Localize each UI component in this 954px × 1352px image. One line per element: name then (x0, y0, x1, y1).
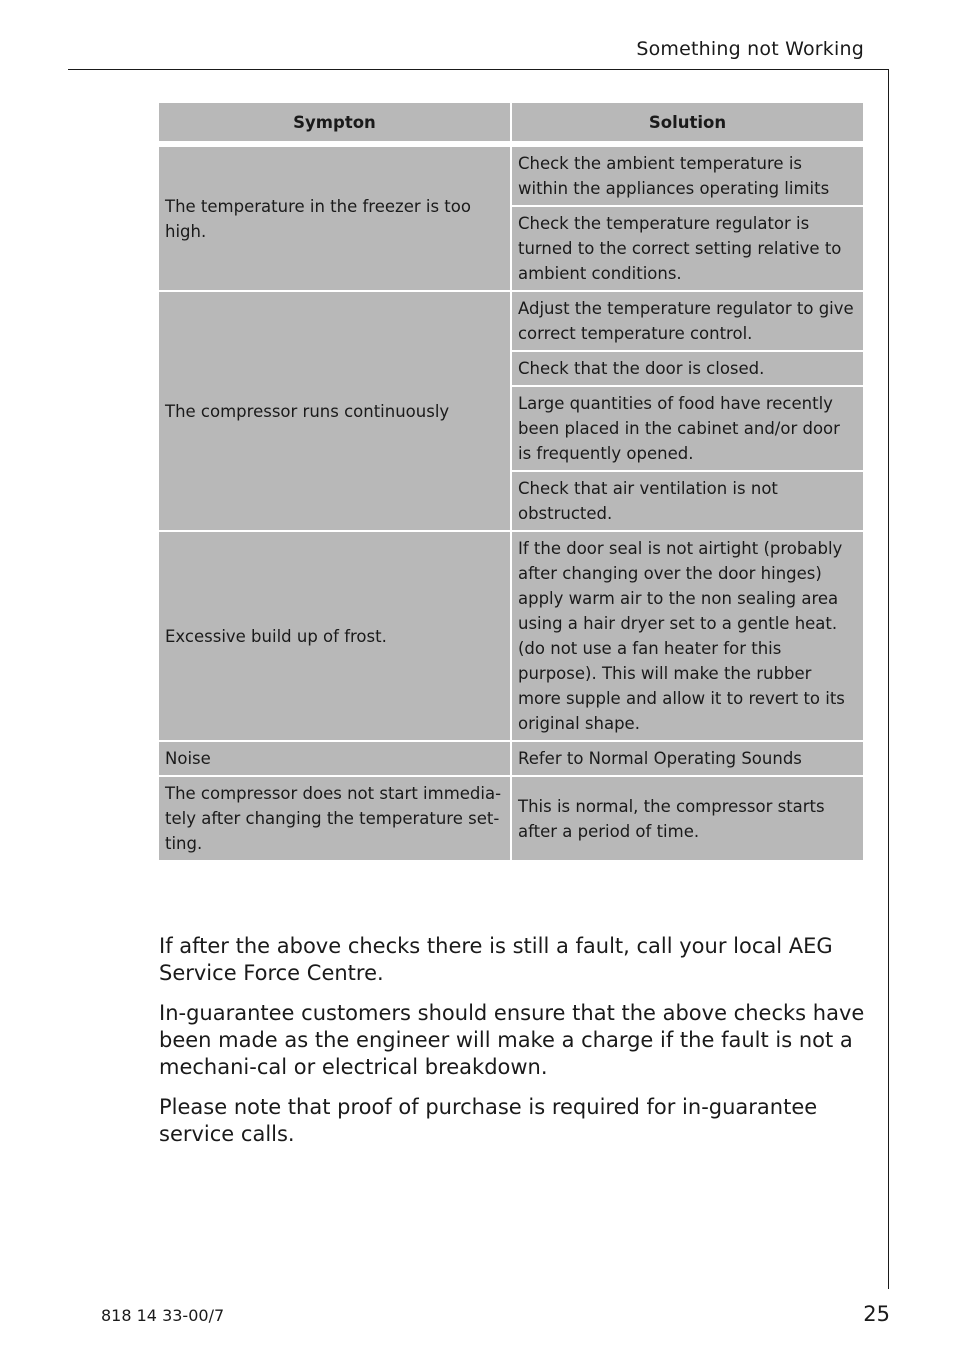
solution-cell: Large quantities of food have recently been placed in the cabinet and/or door is frequently opened. (512, 387, 863, 470)
table-row (159, 777, 863, 860)
table-row (159, 292, 863, 350)
table-row (159, 147, 863, 205)
document-code: 818 14 33-00/7 (101, 1306, 225, 1325)
table-row (159, 742, 863, 775)
table-row (159, 532, 863, 740)
solution-cell: Check the temperature regulator is turned to the correct setting relative to ambient conditions. (512, 207, 863, 290)
symptom-cell: Excessive build up of frost. (159, 532, 510, 740)
troubleshooting-table (157, 101, 865, 862)
solution-cell: Check that air ventilation is not obstructed. (512, 472, 863, 530)
table-header-row (159, 103, 863, 141)
symptom-cell: Noise (159, 742, 510, 775)
page-number: 25 (863, 1302, 890, 1326)
body-text (159, 933, 865, 1161)
solution-cell: If the door seal is not airtight (probably after changing over the door hinges) apply warm air to the non sealing area using a hair dryer set to a gentle heat. (do not use a fan heater for this purpose). This will make the rubber more supple and allow it to revert to its original shape. (512, 532, 863, 740)
symptom-cell: The compressor runs continuously (159, 292, 510, 530)
solution-cell: This is normal, the compressor starts after a period of time. (512, 777, 863, 860)
column-header-solution: Solution (512, 103, 863, 141)
header-rule (68, 69, 889, 70)
paragraph-service-centre: If after the above checks there is still a fault, call your local AEG Service Force Centre. (159, 934, 833, 985)
symptom-cell: The compressor does not start immedia-tely after changing the temperature set-ting. (159, 777, 510, 860)
column-header-symptom: Sympton (159, 103, 510, 141)
section-title: Something not Working (636, 38, 864, 60)
paragraph-in-guarantee: In-guarantee customers should ensure that the above checks have been made as the engineer will make a charge if the fault is not a mechani-cal or electrical breakdown. (159, 1001, 865, 1079)
solution-cell: Check the ambient temperature is within the appliances operating limits (512, 147, 863, 205)
paragraph-proof-of-purchase: Please note that proof of purchase is required for in-guarantee service calls. (159, 1095, 818, 1146)
solution-cell: Refer to Normal Operating Sounds (512, 742, 863, 775)
margin-rule (888, 69, 889, 1289)
solution-cell: Check that the door is closed. (512, 352, 863, 385)
solution-cell: Adjust the temperature regulator to give correct temperature control. (512, 292, 863, 350)
symptom-cell: The temperature in the freezer is too high. (159, 147, 510, 290)
